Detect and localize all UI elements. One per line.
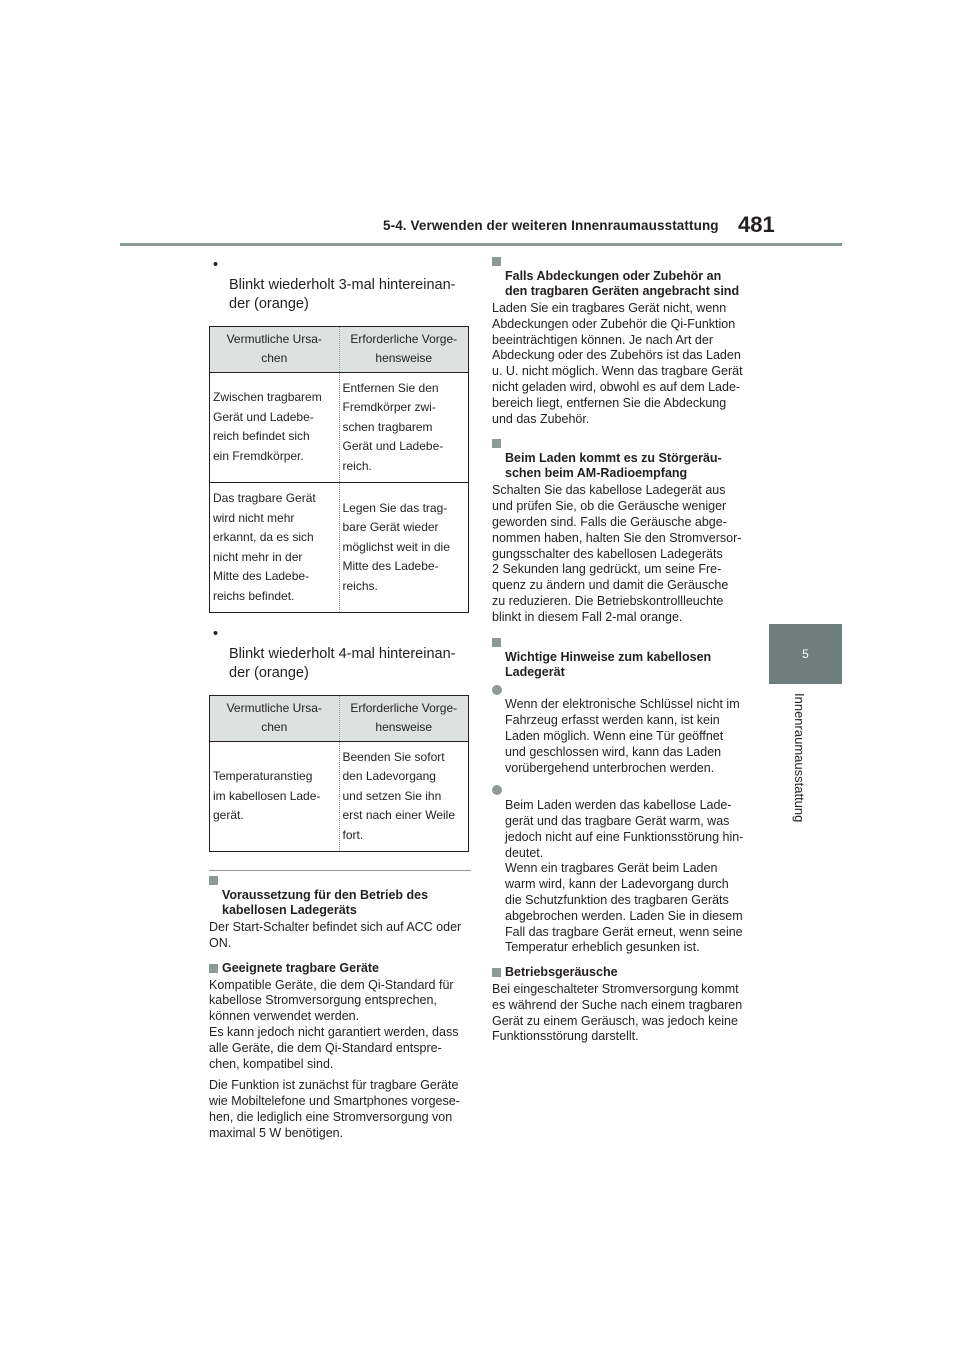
- action-cell: Legen Sie das trag- bare Gerät wieder möglichst weit in die Mitte des Ladebe- reichs.: [339, 483, 469, 613]
- circle-bullet-icon: [492, 685, 502, 695]
- circle-bullet-icon: [492, 785, 502, 795]
- cause-table-1: [209, 326, 469, 614]
- heading-requirement: [209, 873, 471, 918]
- cause-table-2: [209, 695, 469, 853]
- paragraph: Laden Sie ein tragbares Gerät nicht, wenn Abdeckungen oder Zubehör die Qi-Funktion beeinträchtigen können. Je nach Art der Abdeckung oder des Zubehörs ist das Laden u. U. nicht möglich. Wenn das tragbare Gerät nicht geladen wird, obwohl es auf dem Lade- bereich liegt, entfernen Sie die Abdeckung und das Zubehör.: [492, 301, 743, 426]
- paragraph: Der Start-Schalter befindet sich auf ACC oder ON.: [209, 920, 462, 950]
- bullet-dot: •: [213, 626, 219, 642]
- table-row: [210, 741, 469, 852]
- action-cell: Entfernen Sie den Fremdkörper zwi- schen tragbarem Gerät und Ladebe- reich.: [339, 372, 469, 483]
- square-bullet-icon: [492, 638, 501, 647]
- heading-text: Betriebsgeräusche: [505, 965, 618, 980]
- page-number: 481: [738, 212, 775, 237]
- bullet-blink-3x: [209, 256, 471, 315]
- heading-text: Falls Abdeckungen oder Zubehör an den tragbaren Geräten angebracht sind: [505, 269, 740, 298]
- list-item-text: Beim Laden werden das kabellose Lade- gerät und das tragbare Gerät warm, was jedoch nicht auf eine Funktionsstörung hin- deutet. Wenn ein tragbares Gerät beim Laden warm wird, kann der Ladevorgang durch die Schutzfunktion des tragbaren Geräts abgebrochen werden. Laden Sie in diesem Fall das tragbare Gerät erneut, wenn seine Temperatur erheblich gesunken ist.: [505, 798, 744, 955]
- header-divider: [120, 243, 842, 246]
- header-cause: Vermutliche Ursa- chen: [210, 326, 340, 372]
- bullet-blink-4x: [209, 625, 471, 684]
- cause-cell: Das tragbare Gerät wird nicht mehr erkannt, da es sich nicht mehr in der Mitte des Ladebe- reichs befindet.: [210, 483, 340, 613]
- paragraph: Kompatible Geräte, die dem Qi-Standard für kabellose Stromversorgung entsprechen, können verwendet werden. Es kann jedoch nicht garantiert werden, dass alle Geräte, die dem Qi-Standard entspre- chen, kompatibel sind.: [209, 977, 459, 1071]
- bullet-text: Blinkt wiederholt 3-mal hintereinan- der (orange): [229, 276, 456, 312]
- left-column: [209, 256, 471, 1148]
- square-bullet-icon: [209, 876, 218, 885]
- square-bullet-icon: [209, 964, 218, 973]
- paragraph: Schalten Sie das kabellose Ladegerät aus und prüfen Sie, ob die Geräusche weniger geworden sind. Falls die Geräusche abge- nommen haben, halten Sie den Stromversor- gungsschalter des kabellosen Ladegeräts 2 Sekunden lang gedrückt, um seine Fre- quenz zu ändern und damit die Geräusche zu reduzieren. Die Betriebskontrollleuchte blinkt in diesem Fall 2-mal orange.: [492, 483, 742, 624]
- header-action: Erforderliche Vorge- hensweise: [339, 326, 469, 372]
- table-row: [210, 372, 469, 483]
- header-action: Erforderliche Vorge- hensweise: [339, 695, 469, 741]
- heading-text: Beim Laden kommt es zu Störgeräu- schen beim AM-Radioempfang: [505, 451, 722, 481]
- heading-text: Wichtige Hinweise zum kabellosen Ladegerät: [505, 649, 712, 679]
- list-item: [492, 682, 754, 777]
- section-title: 5-4. Verwenden der weiteren Innenraumausstattung: [383, 218, 719, 233]
- square-bullet-icon: [492, 968, 501, 977]
- header-cause: Vermutliche Ursa- chen: [210, 695, 340, 741]
- cause-cell: Zwischen tragbarem Gerät und Ladebe- reich befindet sich ein Fremdkörper.: [210, 372, 340, 483]
- action-cell: Beenden Sie sofort den Ladevorgang und setzen Sie ihn erst nach einer Weile fort.: [339, 741, 469, 852]
- heading-operating-noise: [492, 965, 754, 980]
- paragraph: Bei eingeschalteter Stromversorgung kommt es während der Suche nach einem tragbaren Gerät zu einem Geräusch, was jedoch keine Funktionsstörung darstellt.: [492, 982, 743, 1044]
- cause-cell: Temperaturanstieg im kabellosen Lade- gerät.: [210, 741, 340, 852]
- bullet-dot: •: [213, 257, 219, 273]
- right-column: [492, 254, 754, 1051]
- heading-am-radio-noise: [492, 436, 754, 481]
- chapter-label: Innenraumausstattung: [792, 693, 807, 823]
- table-header-row: [210, 695, 469, 741]
- square-bullet-icon: [492, 257, 501, 266]
- table-header-row: [210, 326, 469, 372]
- bullet-text: Blinkt wiederholt 4-mal hintereinan- der (orange): [229, 645, 456, 681]
- list-item-text: Wenn der elektronische Schlüssel nicht im Fahrzeug erfasst werden kann, ist kein Laden möglich. Wenn eine Tür geöffnet und geschlossen wird, kann das Laden vorübergehend unterbrochen werden.: [505, 697, 740, 775]
- square-bullet-icon: [492, 439, 501, 448]
- heading-compatible-devices: [209, 961, 471, 976]
- table-row: [210, 483, 469, 613]
- heading-text: Geeignete tragbare Geräte: [222, 960, 380, 975]
- section-divider: [209, 870, 471, 871]
- paragraph: Die Funktion ist zunächst für tragbare Geräte wie Mobiltelefone und Smartphones vorgese- hen, die lediglich eine Stromversorgung von maximal 5 W benötigen.: [209, 1078, 460, 1140]
- chapter-tab-number: 5: [802, 647, 809, 661]
- list-item: [492, 782, 754, 956]
- heading-covers-accessories: [492, 254, 754, 299]
- heading-important-notes: [492, 635, 754, 680]
- heading-text: Voraussetzung für den Betrieb des kabellosen Ladegeräts: [222, 888, 429, 917]
- chapter-tab: [769, 624, 842, 684]
